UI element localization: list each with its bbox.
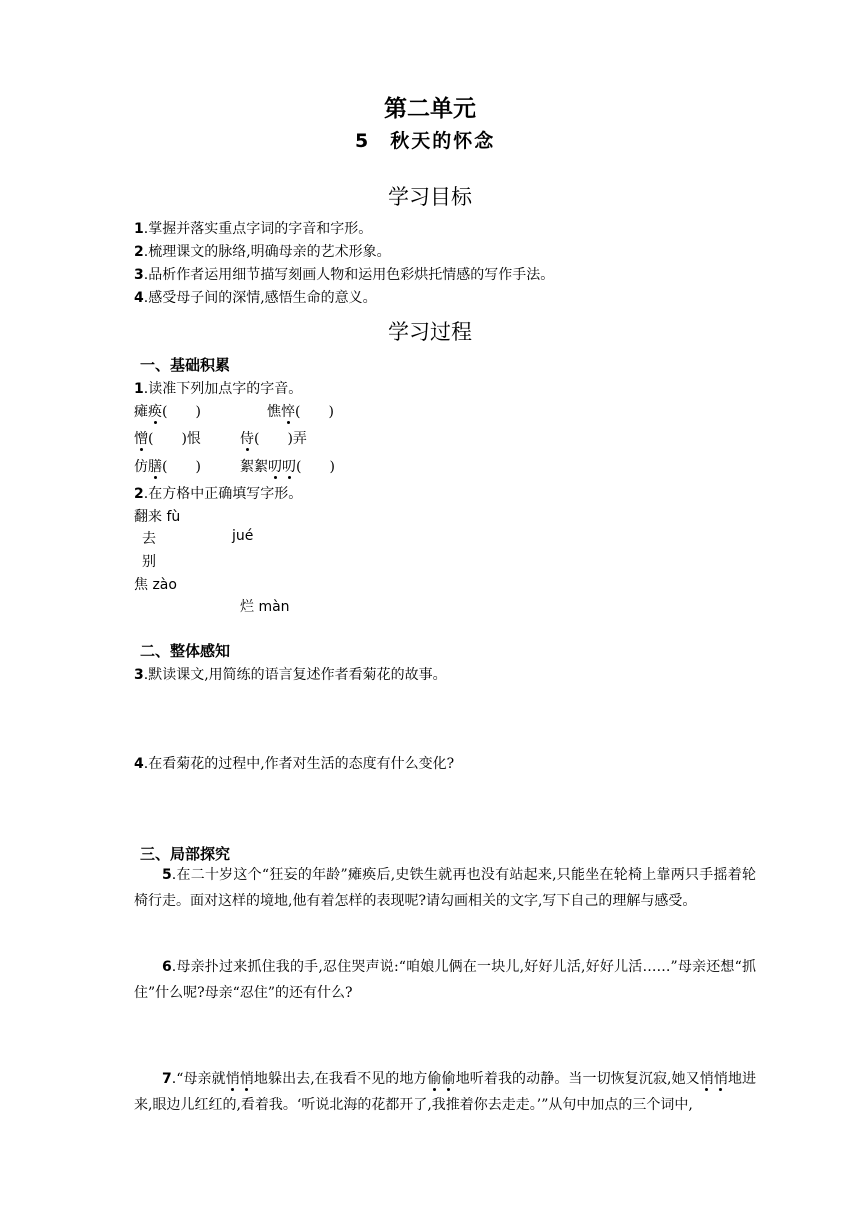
char: 瘫 (134, 404, 148, 420)
pron-item-6 (240, 456, 335, 476)
word-part: 焦 (134, 577, 148, 593)
section-heading: 一、基础积累 (140, 356, 231, 374)
writing-item-5 (240, 596, 290, 616)
pron-item-1 (134, 401, 201, 421)
dotted-char: 悄 (699, 1071, 714, 1087)
goal-text: .掌握并落实重点字词的字音和字形。 (143, 221, 373, 237)
question-3 (134, 664, 447, 684)
lesson-title (355, 126, 495, 153)
question-text: 地躲出去,在我看不见的地方 (253, 1071, 428, 1087)
answer-blank: ( ) (296, 459, 335, 475)
pron-item-2 (267, 401, 334, 421)
unit-title: 第二单元 (384, 96, 476, 122)
dotted-char: 叨 (268, 459, 282, 475)
question-2 (134, 483, 302, 503)
section-heading: 三、局部探究 (140, 845, 231, 863)
char: 仿 (134, 459, 148, 475)
writing-item-2: 去 (142, 531, 156, 547)
question-4 (134, 753, 454, 773)
dotted-char: 侍 (240, 431, 254, 447)
dotted-char: 憎 (134, 431, 148, 447)
writing-item-4 (134, 574, 177, 594)
question-number: 6 (162, 959, 172, 975)
question-5 (134, 862, 756, 914)
answer-blank: ( )弄 (254, 431, 307, 447)
process-heading: 学习过程 (388, 320, 472, 344)
goal-item (134, 218, 372, 238)
goal-item (134, 287, 377, 307)
dotted-char: 悄 (239, 1071, 254, 1087)
goal-number: 4 (134, 290, 144, 306)
question-number: 1 (134, 381, 144, 397)
goals-heading: 学习目标 (388, 185, 472, 209)
goal-item (134, 264, 554, 284)
goal-text: .梳理课文的脉络,明确母亲的艺术形象。 (143, 244, 391, 260)
pron-item-4 (240, 428, 307, 448)
question-7 (134, 1066, 756, 1118)
answer-blank: ( ) (162, 459, 201, 475)
goal-number: 1 (134, 221, 144, 237)
question-text: 地进来,眼边儿红红的,看着我。‘听说北海的花都开了,我推着你去走走。’”从句中加点的三个词中, (134, 1071, 757, 1113)
question-text: .默读课文,用简练的语言复述作者看菊花的故事。 (143, 667, 447, 683)
answer-blank: ( ) (295, 404, 334, 420)
question-text: .在方格中正确填写字形。 (143, 486, 303, 502)
pinyin: fù (162, 509, 181, 525)
section-heading: 二、整体感知 (140, 642, 231, 660)
char: 憔 (267, 404, 281, 420)
goal-text: .感受母子间的深情,感悟生命的意义。 (143, 290, 377, 306)
goal-number: 2 (134, 244, 144, 260)
goal-text: .品析作者运用细节描写刻画人物和运用色彩烘托情感的写作手法。 (143, 267, 555, 283)
question-number: 3 (134, 667, 144, 683)
answer-blank: ( ) (162, 404, 201, 420)
char: 絮 (240, 459, 254, 475)
pron-item-5 (134, 456, 201, 476)
dotted-char: 悄 (713, 1071, 728, 1087)
dotted-char: 悄 (225, 1071, 240, 1087)
question-number: 4 (134, 756, 144, 772)
goal-item (134, 241, 391, 261)
lesson-number: 5 (355, 130, 369, 152)
dotted-char: 悴 (281, 404, 295, 420)
question-text: .在二十岁这个“狂妄的年龄”瘫痪后,史铁生就再也没有站起来,只能坐在轮椅上靠两只手摇着轮椅行走。面对这样的境地,他有着怎样的表现呢?请勾画相关的文字,写下自己的理解与感受。 (134, 867, 756, 909)
question-1 (134, 378, 302, 398)
char: 絮 (254, 459, 268, 475)
question-number: 2 (134, 486, 144, 502)
writing-item-1 (134, 506, 180, 526)
goal-number: 3 (134, 267, 144, 283)
question-6 (134, 954, 756, 1006)
question-number: 7 (162, 1071, 172, 1087)
pron-item-3 (134, 428, 201, 448)
answer-blank: ( )恨 (148, 431, 201, 447)
dotted-char: 偷 (427, 1071, 442, 1087)
question-text: 地听着我的动静。当一切恢复沉寂,她又 (455, 1071, 700, 1087)
dotted-char: 膳 (148, 459, 162, 475)
question-number: 5 (162, 867, 172, 883)
pinyin: zào (148, 577, 177, 593)
dotted-char: 叨 (282, 459, 296, 475)
question-text: .在看菊花的过程中,作者对生活的态度有什么变化? (143, 756, 455, 772)
question-text: .母亲扑过来抓住我的手,忍住哭声说:“咱娘儿俩在一块儿,好好儿活,好好儿活……”母亲还想“抓住”什么呢?母亲“忍住”的还有什么? (134, 959, 756, 1001)
pinyin: jué (232, 528, 254, 544)
pinyin: màn (254, 599, 290, 615)
word-part: 翻来 (134, 509, 162, 525)
writing-item-3: 别 (142, 554, 156, 570)
dotted-char: 偷 (441, 1071, 456, 1087)
word-part: 烂 (240, 599, 254, 615)
lesson-name: 秋天的怀念 (390, 130, 496, 152)
dotted-char: 痪 (148, 404, 162, 420)
question-text: .“母亲就 (171, 1071, 226, 1087)
question-text: .读准下列加点字的字音。 (143, 381, 303, 397)
